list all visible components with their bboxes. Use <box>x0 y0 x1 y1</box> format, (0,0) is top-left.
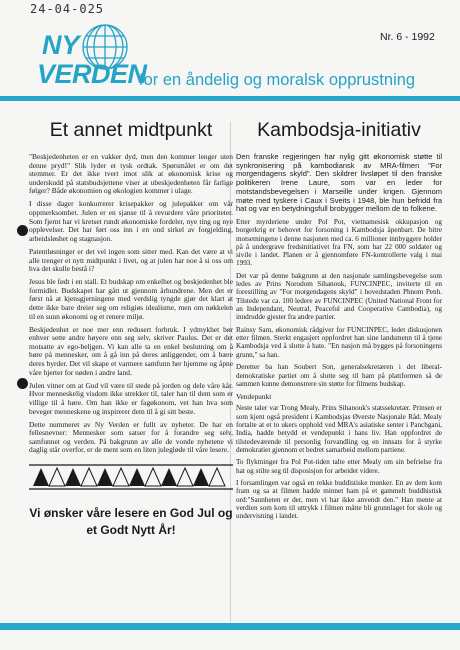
masthead <box>0 18 460 113</box>
punch-hole <box>17 378 28 389</box>
subhead-vendepunkt: Vendepunkt <box>236 392 272 402</box>
right-column <box>236 113 442 525</box>
punch-hole <box>17 225 28 236</box>
right-paragraph: I forsamlingen var også en rekke buddistiske munker. En av dem kom fram og sa at filmen hadde minnet ham på et gammelt buddhistisk ord:"Sannheten er der, men vi har ikke anvendt den." Han mente at verdien som kom til uttrykk i filmen måtte bli grunnlaget for skole og undervisning i landet. <box>236 479 442 521</box>
right-paragraph: To flyktninger fra Pol Pot-tiden talte etter Mealy om sin befrielse fra hat og stilte seg til disposisjon for arbeidet videre. <box>236 458 442 475</box>
christmas-tree-border <box>29 464 233 490</box>
right-paragraph: Det var på denne bakgrunn at den nasjonale samlingsbevegelse som ledes av Prins Norodom Sihanouk, FUNCINPEC, inviterte til en forestilling av "For morgendagens skyld" i hovedstaden Phnom Penh. Tilstede var ca. 100 ledere av FUNCINPEC (United National Front for an Independant, Neutral, Peaceful and Cooperative Cambodia), og inndrudde gjester fra andre partier. <box>236 271 442 322</box>
right-paragraph: Etter myrderiene under Pol Pot, vietnamesisk okkupasjon og borgerkrig er behovet for forsoning i Kambodsja åpenbart. De bitre motsetningene i denne nasjonen med ca. 6 millioner innbyggere holder på å undergrave fredsinitiativet fra FN, som har 22 000 soldater og sivile i landet. Planen er å gjennomføre FN-kontrollerte valg i mai 1993. <box>236 217 442 268</box>
footer-rule <box>0 623 460 630</box>
left-paragraph: Patentløsninger er det vel ingen som sitter med. Kan det være at vi alle trenger et nytt midtpunkt i livet, og at julen har noe å si oss om hva det skulle bestå i? <box>29 246 233 274</box>
right-paragraph: Deretter ba han Soubert Son, generalsekretæren i det liberal-demokratiske partiet om å slutte seg til ham på plattformen så de sammen kunne demonstrere sin støtte for filmens budskap. <box>236 363 442 388</box>
tagline: for en åndelig og moralsk opprustning <box>139 71 416 89</box>
logo-verden: VERDEN <box>37 59 147 89</box>
handwritten-stamp: 24-04-025 <box>30 2 105 16</box>
right-paragraph: Neste taler var Trong Mealy, Prins Sihanouk's statssekretær. Prinsen er som kjent også president i Kambodsjas Øverste Nasjonale Råd. Mealy fortalte at et to ukers opphold ved MRA's asiatiske senter i Panchgani, India, hadde betydd et vendepunkt i hans liv. Han oppfordret de tilstedeværende til personlig forvandling og en innsats for å styrke demokratiet gjennom et bedret samarbeid mellom partiene. <box>236 404 442 454</box>
left-column <box>29 113 233 539</box>
left-paragraph: Dette nummeret av Ny Verden er fullt av nyheter. De har en fellesnevner: Mennesker som satser for å forandre seg selv, samfunnet og verden. På bakgrunn av alle de vonde nyhetene vi daglig står overfor, er de ment som en liten julegløde til våre lesere. <box>29 419 233 455</box>
left-headline: Et annet midtpunkt <box>49 119 213 141</box>
issue-number: Nr. 6 - 1992 <box>380 31 435 43</box>
christmas-greeting: Vi ønsker våre lesere en God Jul og et Godt Nytt År! <box>29 505 233 537</box>
left-paragraph: "Beskjedenheten er en vakker dyd, men den kommer lenger uten denne pryd!" Slik lyder et tysk ordtak. Spørsmålet er om det stemmer. Er det ikke tvert imot slik at økonomisk krise og underskudd på statsbudsjettene viser at ubeskjedenheten får farlige følger? Både økonomien og økologien kommer i ulage. <box>29 152 233 196</box>
christmas-tree-icon <box>33 468 225 486</box>
logo-ny: NY <box>42 30 80 60</box>
header-rule <box>0 96 460 101</box>
right-paragraph: Rainsy Sam, økonomisk rådgiver for FUNCINPEC, ledet diskusjonen etter filmen. Sterkt engasjert oppfordret han sine landsmenn til å tjene Kambodsja ved å slutte å hate. "En nasjon må bygges på forsoningens grunn," sa han. <box>236 325 442 359</box>
left-paragraph: Julen vitner om at Gud vil være til stede på jorden og dele våre kår. Hvor menneskelig visdom ikke strekker til, taler han til dem som er villige til å høre. Om han ikke er fagøkonom, vet han hva som beveger menneskene og inspirerer dem til å gi sitt beste. <box>29 380 233 416</box>
right-headline: Kambodsja-initiativ <box>257 119 421 141</box>
left-paragraph: Beskjedenhet er noe mer enn redusert forbruk. I ydmykhet bør enhver sette andre høyere enn seg selv, skriver Paulus. Det er det motsatte av ego-beljgen. Vi kan alle ta en enkel beslutning om å høre på mennesker, om å gå inn på deres anliggender, om å bære deres byrder. Det vil skape et varmere samfunn her hjemme og åpne våre hjerter for nøden i andre land. <box>29 324 233 377</box>
left-paragraph: I disse dager konkurrerer krisepakker og julepakker om vår oppmerksomhet. Julen er en sjanse til å revurdere våre prioriteter. Som fjernt har vi kretset rundt økonomiske fordeler, nye ting og nye opplevelser. Det har ført oss inn i en ond sirkel av forgjelding, arbeidsløshet og stagnasjon. <box>29 199 233 243</box>
lead-paragraph: Den franske regjeringen har nylig gitt økonomisk støtte til synkronisering på kambodiansk av MRA-filmen "For morgendagens skyld". Den skildrer livsløpet til den franske politikeren Irene Laure, som var en leder for motstandsbevegelsen i Marseille under krigen. Gjennom møte med tyskere i Caux i Sveits i 1948, ble hun befridd fra hat og var en betydningsfull brobygger mellom de to folkene. <box>236 152 442 214</box>
left-paragraph: Jesus ble født i en stall. Et budskap om enkelhet og beskjedenhet ble formidlet. Budskapet har gått ut gjennom århundrene. Men det er først nå at kjensgjerningene med verdslig tyngde gjør det klart at dette ikke bare dreier seg om religiøs idealisme, men om nøkkelen til en sunn økonomi og et renere miljø. <box>29 277 233 321</box>
